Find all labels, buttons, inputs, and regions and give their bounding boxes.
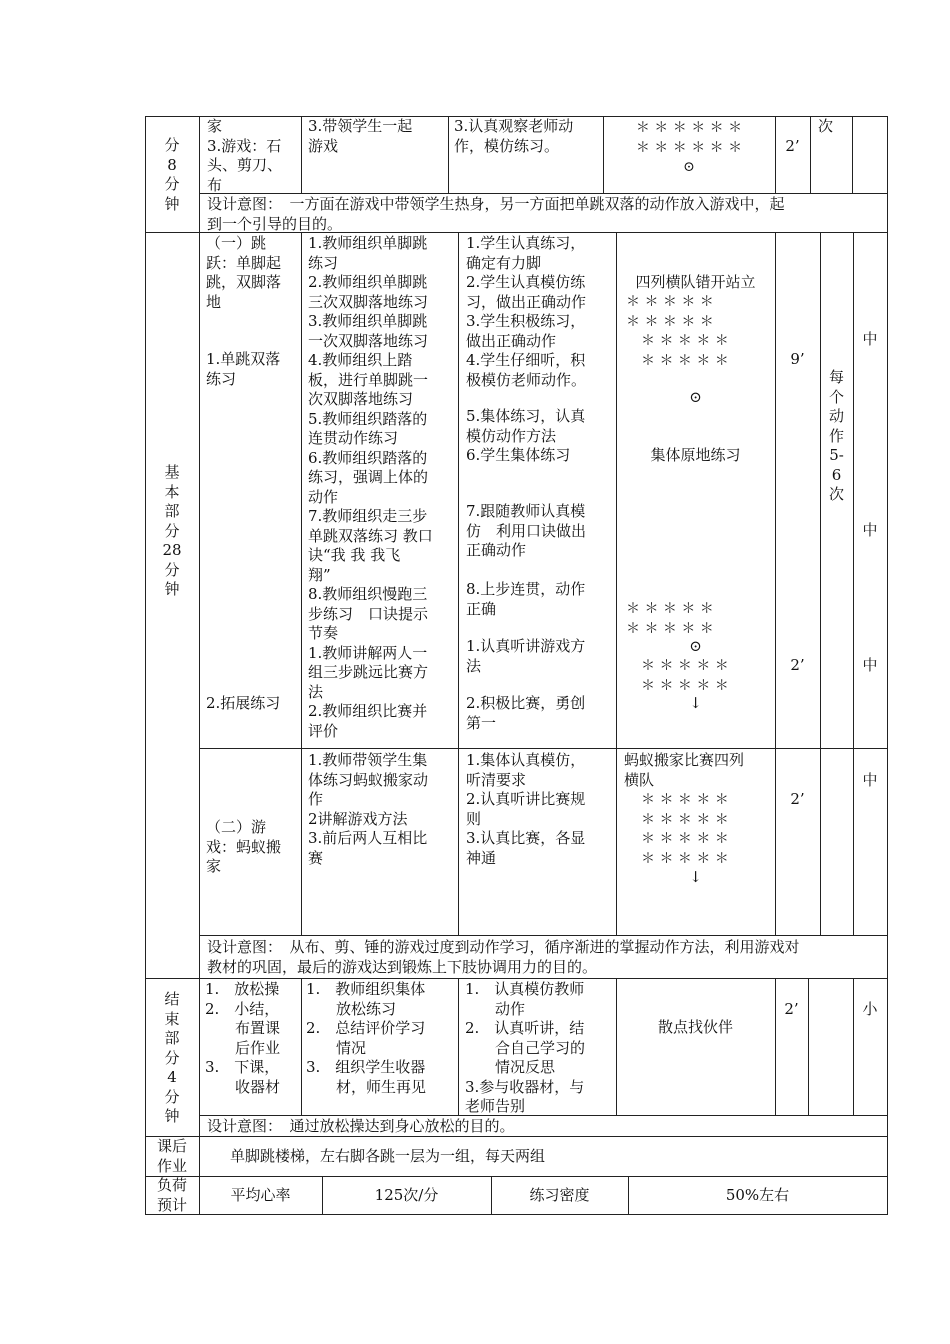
s2-section-label: 基 本 部 分 28 分 钟 (162, 463, 182, 598)
s2-intensity-b: 中 (862, 521, 878, 539)
s2-student-activity-4: 8.上步连贯，动作 正确 (466, 580, 586, 618)
s2-formation-rows-d: ＊ ＊ ＊ ＊ ＊ ＊ ＊ ＊ ＊ ＊ (641, 658, 729, 694)
density-label: 练习密度 (529, 1186, 590, 1204)
row-divider (145, 1176, 888, 1177)
s2-intensity-c: 中 (862, 656, 878, 674)
s4-intensity: 小 (862, 1000, 878, 1018)
s2-col-divider (616, 232, 617, 935)
s1-teacher-activity: 3.带领学生一起 游戏 (308, 117, 413, 155)
s3-intensity: 中 (862, 771, 878, 789)
s2-col-divider (301, 232, 302, 935)
s4-col-divider (616, 978, 617, 1115)
s1-student-activity: 3.认真观察老师动 作，模仿练习。 (454, 117, 574, 155)
s3-teacher-activity: 1.教师带领学生集 体练习蚂蚁搬家动 作 2讲解游戏方法 3.前后两人互相比 赛 (308, 751, 429, 867)
s2-content-item1: 1.单跳双落 练习 (206, 350, 281, 388)
s2-col-divider (458, 232, 459, 935)
s4-student-activity: 1. 认真模仿教师 动作 2. 认真听讲，结 合自己学习的 情况反思 3.参与收器材，与 老师告别 (465, 980, 586, 1115)
s1-col-divider (852, 116, 853, 193)
row-divider (199, 935, 888, 936)
s3-content: （二）游 戏：蚂蚁搬 家 (206, 818, 282, 875)
density-value: 50%左右 (725, 1186, 790, 1204)
s2-student-activity-1: 1.学生认真练习， 确定有力脚 2.学生认真模仿练 习，做出正确动作 3.学生积极练习， 做出正确动作 4.学生仔细听，积 极模仿老师动作。 (466, 234, 587, 389)
heart-rate-value: 125次/分 (374, 1186, 439, 1204)
s2-time-a: 9’ (790, 350, 805, 368)
s2-content-heading: （一）跳 跃：单脚起 跳，双脚落 地 (206, 234, 282, 311)
s3-formation-rows: ＊ ＊ ＊ ＊ ＊ ＊ ＊ ＊ ＊ ＊ ＊ ＊ ＊ ＊ ＊ ＊ ＊ ＊ ＊ ＊ (641, 792, 729, 867)
load-label: 负荷 预计 (156, 1176, 187, 1214)
s4-col-divider (458, 978, 459, 1115)
label-column-divider (199, 116, 200, 1214)
s2-formation-note: 集体原地练习 (650, 446, 741, 464)
s4-col-divider (808, 978, 809, 1115)
s1-content: 家 3.游戏：石 头、剪刀、 布 (207, 117, 283, 194)
s4-formation: 散点找伙伴 (657, 1018, 733, 1036)
s2-student-activity-5: 1.认真听讲游戏方 法 (466, 637, 586, 675)
direction-arrow-icon: ↓ (689, 694, 702, 712)
s2-student-activity-6: 2.积极比赛，勇创 第一 (466, 694, 586, 732)
s2-student-activity-2: 5.集体练习，认真 模仿动作方法 6.学生集体练习 (466, 407, 586, 464)
teacher-position-icon: ⊙ (689, 388, 702, 406)
s1-col-divider (448, 116, 449, 193)
table-border-bottom (145, 1214, 888, 1215)
s4-col-divider (853, 978, 854, 1115)
homework-label: 课后 作业 (156, 1137, 187, 1175)
s4-col-divider (775, 978, 776, 1115)
s1-formation: ＊ ＊ ＊ ＊ ＊ ＊ ＊ ＊ ＊ ＊ ＊ ＊ ⊙ (635, 120, 743, 175)
s3-formation-title: 蚂蚁搬家比赛四列 横队 (624, 751, 745, 789)
s1-count: 次 (818, 117, 834, 135)
s2-content-item2: 2.拓展练习 (206, 694, 281, 712)
row-divider (199, 748, 888, 749)
s2-formation-rows-a: ＊ ＊ ＊ ＊ ＊ ＊ ＊ ＊ ＊ ＊ (626, 294, 714, 330)
s2-formation-rows-b: ＊ ＊ ＊ ＊ ＊ ＊ ＊ ＊ ＊ ＊ (641, 333, 729, 369)
s2-count: 每 个 动 作 5- 6 次 (828, 368, 844, 503)
s1-time: 2’ (785, 137, 800, 155)
s2-col-divider (775, 232, 776, 935)
s2-intensity-a: 中 (862, 330, 878, 348)
s4-time: 2’ (784, 1000, 799, 1018)
s1-col-divider (301, 116, 302, 193)
row-divider (145, 978, 888, 979)
s1-design-intent: 设计意图： 一方面在游戏中带领学生热身，另一方面把单跳双落的动作放入游戏中，起 到一个引导的目的。 (207, 195, 785, 233)
direction-arrow-icon: ↓ (689, 868, 702, 886)
s2-teacher-activity: 1.教师组织单脚跳 练习 2.教师组织单脚跳 三次双脚落地练习 3.教师组织单脚跳 一次双脚落地练习 4.教师组织上踏 板，进行单脚跳一 次双脚落地练习 5.教师组织踏落的 连贯动作练习 6.教师组织踏落的 练习，强调上体的 动作 7.教师组织走三步 单跳双落练习 教口 诀“我 我 我飞 翔” 8.教师组织慢跑三 步练习 口诀提示 节奏 1.教师讲解两人一 组三步跳远比赛方 法 2.教师组织比赛并 评价 (308, 234, 433, 740)
teacher-position-icon: ⊙ (689, 637, 702, 655)
s2-col-divider (820, 232, 821, 935)
s3-design-intent: 设计意图： 从布、剪、锤的游戏过度到动作学习，循序渐进的掌握动作方法，利用游戏对 教材的巩固，最后的游戏达到锻炼上下肢协调用力的目的。 (207, 938, 800, 976)
homework-text: 单脚跳楼梯，左右脚各跳一层为一组，每天两组 (230, 1147, 546, 1165)
heart-rate-label: 平均心率 (230, 1186, 291, 1204)
s1-section-label: 分 8 分 钟 (164, 136, 180, 213)
s4-section-label: 结 束 部 分 4 分 钟 (164, 990, 180, 1125)
s4-col-divider (301, 978, 302, 1115)
s1-col-divider (810, 116, 811, 193)
s2-formation-rows-c: ＊ ＊ ＊ ＊ ＊ ＊ ＊ ＊ ＊ ＊ (626, 601, 714, 637)
s4-content: 1. 放松操 2. 小结， 布置课 后作业 3. 下课， 收器材 (205, 980, 281, 1096)
s2-formation-title: 四列横队错开站立 (635, 273, 756, 291)
s4-design-intent: 设计意图： 通过放松操达到身心放松的目的。 (207, 1117, 515, 1135)
row-divider (199, 193, 888, 194)
s3-student-activity: 1.集体认真模仿， 听清要求 2.认真听讲比赛规 则 3.认真比赛，各显 神通 (466, 751, 586, 867)
table-border-right (887, 116, 888, 1214)
s2-student-activity-3: 7.跟随教师认真模 仿 利用口诀做出 正确动作 (466, 502, 587, 559)
s3-time: 2’ (790, 790, 805, 808)
s2-time-b: 2’ (790, 656, 805, 674)
s4-teacher-activity: 1. 教师组织集体 放松练习 2. 总结评价学习 情况 3. 组织学生收器 材，师生再见 (306, 980, 427, 1096)
